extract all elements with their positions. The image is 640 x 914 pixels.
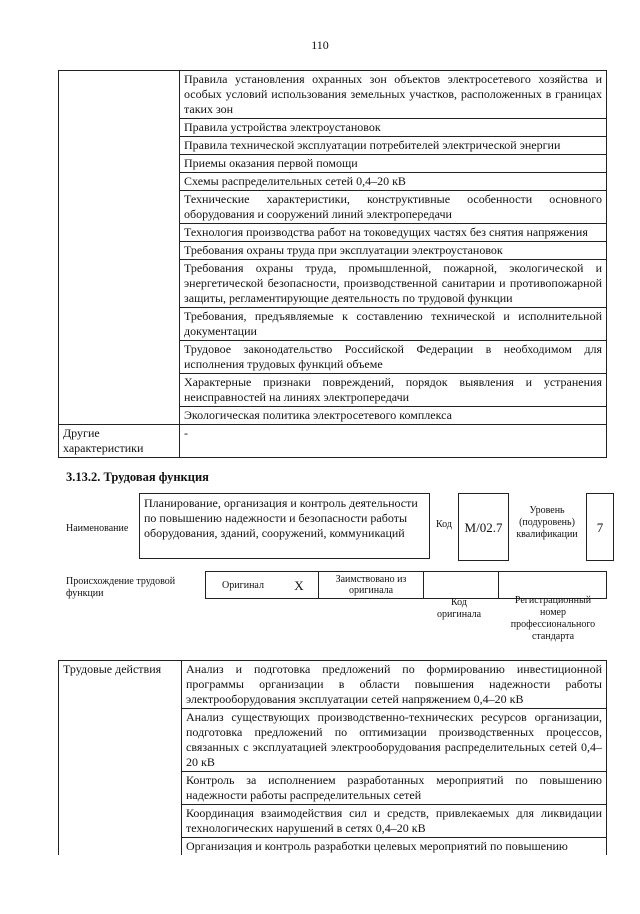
labor-action-item: Анализ и подготовка предложений по формированию инвестиционной программы организации в области повышения надежности работы электрооборудования эксплуатации сетей напряжением 0,4–20 кВ (182, 661, 607, 709)
labor-action-item: Контроль за исполнением разработанных мероприятий по повышению надежности работы распределительных сетей (182, 772, 607, 805)
knowledge-item: Технология производства работ на токоведущих частях без снятия напряжения (180, 224, 607, 242)
origin-code-cell (424, 572, 499, 599)
function-name-box: Планирование, организация и контроль деятельности по повышению надежности и безопасности работы оборудования, зданий, сооружений, коммуникаций (139, 493, 430, 559)
origin-original: Оригинал (206, 572, 281, 599)
knowledge-label-cell (59, 71, 180, 425)
name-label: Наименование (66, 523, 129, 534)
labor-action-item: Организация и контроль разработки целевых мероприятий по повышению (182, 838, 607, 856)
labor-actions-table (58, 660, 607, 855)
level-box: 7 (586, 493, 614, 561)
table-row (59, 425, 607, 458)
page-number: 110 (311, 38, 329, 52)
other-characteristics-value: - (180, 425, 607, 458)
other-characteristics-label: Другие характеристики (59, 425, 180, 458)
code-label: Код (436, 519, 452, 530)
labor-action-item: Координация взаимодействия сил и средств, привлекаемых для ликвидации технологических нарушений в сетях 0,4–20 кВ (182, 805, 607, 838)
origin-mark: X (280, 572, 319, 599)
knowledge-item: Схемы распределительных сетей 0,4–20 кВ (180, 173, 607, 191)
reg-number-label: Регистрационный номер профессионального стандарта (510, 595, 596, 642)
knowledge-item: Экологическая политика электросетевого комплекса (180, 407, 607, 425)
labor-action-item: Анализ существующих производственно-технических ресурсов организации, подготовка предложений по оптимизации производственных процессов, связанных с эксплуатацией электрооборудования распределительных сетей 0,4–20 кВ (182, 709, 607, 772)
table-row (59, 661, 607, 709)
level-label: Уровень (подуровень) квалификации (516, 505, 578, 540)
origin-borrowed: Заимствовано из оригинала (319, 572, 424, 599)
table-row (59, 71, 607, 119)
knowledge-item: Технические характеристики, конструктивные особенности основного оборудования и сооружений линий электропередачи (180, 191, 607, 224)
knowledge-item: Характерные признаки повреждений, порядок выявления и устранения неисправностей на линиях электропередачи (180, 374, 607, 407)
knowledge-table (58, 70, 607, 458)
labor-actions-label: Трудовые действия (59, 661, 182, 856)
knowledge-item: Требования охраны труда, промышленной, пожарной, экологической и энергетической безопасности, производственной санитарии и противопожарной защиты, регламентирующие деятельность по трудовой функции (180, 260, 607, 308)
knowledge-item: Трудовое законодательство Российской Федерации в необходимом для исполнения трудовых функций объеме (180, 341, 607, 374)
knowledge-item: Правила установления охранных зон объектов электросетевого хозяйства и особых условий использования земельных участков, расположенных в границах таких зон (180, 71, 607, 119)
section-title: 3.13.2. Трудовая функция (66, 470, 209, 484)
knowledge-item: Правила устройства электроустановок (180, 119, 607, 137)
code-original-label: Код оригинала (436, 597, 482, 620)
knowledge-item: Требования, предъявляемые к составлению технической и исполнительной документации (180, 308, 607, 341)
function-code-box: M/02.7 (458, 493, 509, 561)
knowledge-item: Правила технической эксплуатации потребителей электрической энергии (180, 137, 607, 155)
origin-label: Происхождение трудовой функции (66, 576, 176, 599)
knowledge-item: Приемы оказания первой помощи (180, 155, 607, 173)
knowledge-item: Требования охраны труда при эксплуатации электроустановок (180, 242, 607, 260)
